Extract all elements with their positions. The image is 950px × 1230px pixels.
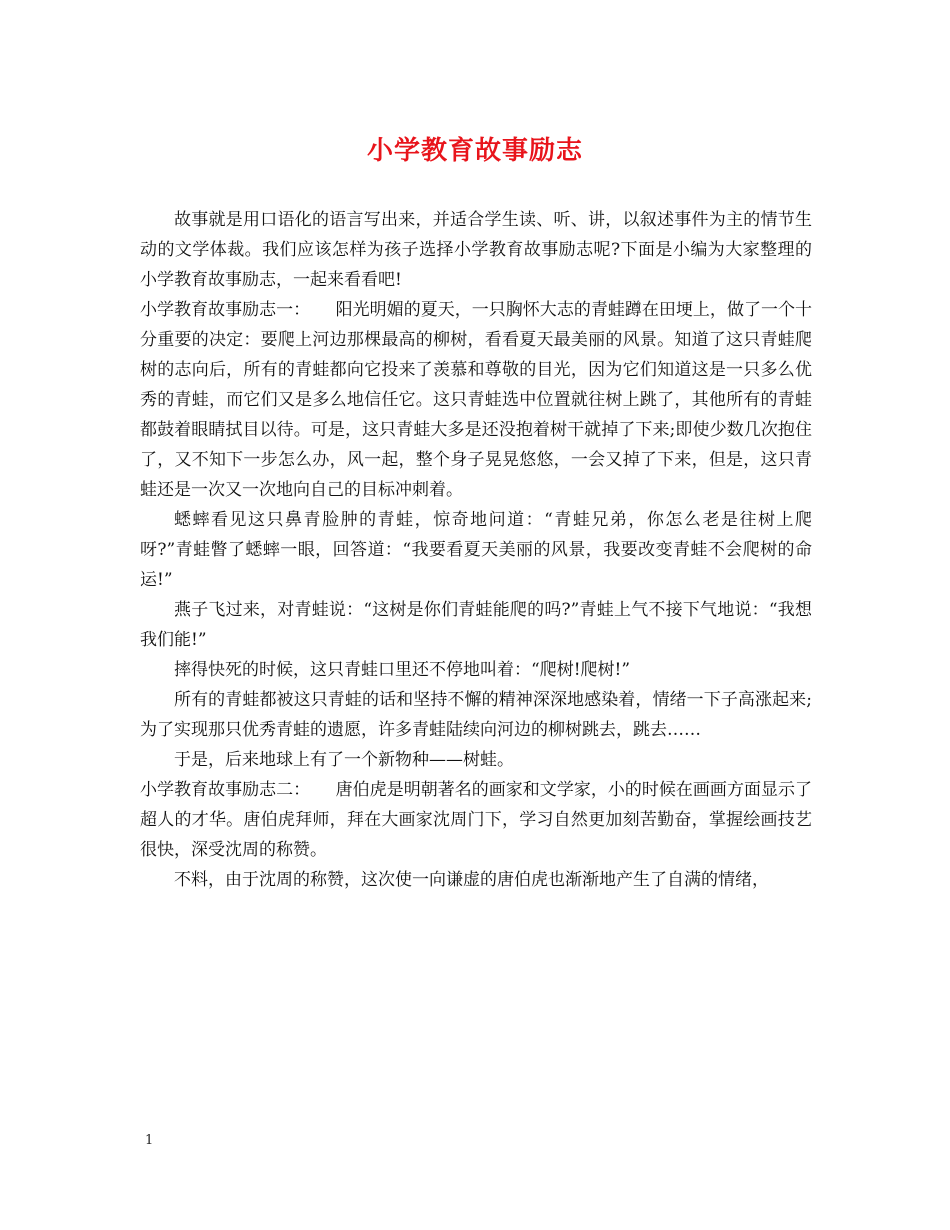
document-title: 小学教育故事励志: [366, 136, 583, 166]
paragraph-intro: 故事就是用口语化的语言写出来，并适合学生读、听、讲，以叙述事件为主的情节生 动的文学体裁。我们应该怎样为孩子选择小学教育故事励志呢?下面是小编为大家整理的小学教育故事励志，一起来看看吧!: [140, 210, 812, 290]
document-body: [140, 205, 812, 895]
paragraph-falling: 摔得快死的时候，这只青蛙口里还不停地叫着：“爬树!爬树!”: [174, 660, 631, 680]
paragraph-story-two: 小学教育故事励志二： 唐伯虎是明朝著名的画家和文学家，小的时候在画画方面显示了超人的才华。唐伯虎拜师，拜在大画家沈周门下，学习自然更加刻苦勤奋，掌握绘画技艺很快，深受沈周的称赞。: [140, 780, 812, 860]
paragraph-tree-frog: 于是，后来地球上有了一个新物种——树蛙。: [174, 750, 514, 770]
page-number: 1: [145, 1133, 154, 1148]
paragraph-inspired: 所有的青蛙都被这只青蛙的话和坚持不懈的精神深深地感染着，情绪一下子高涨起来;为了实现那只优秀青蛙的遗愿，许多青蛙陆续向河边的柳树跳去，跳去……: [140, 690, 812, 740]
paragraph-story-one: 小学教育故事励志一： 阳光明媚的夏天，一只胸怀大志的青蛙蹲在田埂上，做了一个十分重要的决定：要爬上河边那棵最高的柳树，看看夏天最美丽的风景。知道了这只青蛙爬树的志向后，所有的青蛙都向它投来了羡慕和尊敬的目光，因为它们知道这是一只多么优秀的青蛙，而它们又是多么地信任它。这只青蛙选中位置就往树上跳了，其他所有的青蛙都鼓着眼睛拭目以待。可是，这只青蛙大多是还没抱着树干就掉了下来;即使少数几次抱住了，又不知下一步怎么办，风一起，整个身子晃晃悠悠，一会又掉了下来，但是，这只青蛙还是一次又一次地向自己的目标冲刺着。: [140, 300, 812, 500]
paragraph-complacent: 不料，由于沈周的称赞，这次使一向谦虚的唐伯虎也渐渐地产生了自满的情绪，: [174, 870, 769, 890]
paragraph-swallow: 燕子飞过来，对青蛙说：“这树是你们青蛙能爬的吗?”青蛙上气不接下气地说：“我想我们能!”: [140, 600, 812, 650]
paragraph-cricket: 蟋蟀看见这只鼻青脸肿的青蛙，惊奇地问道：“青蛙兄弟，你怎么老是往树上爬呀?”青蛙瞥了蟋蟀一眼，回答道：“我要看夏天美丽的风景，我要改变青蛙不会爬树的命运!”: [140, 510, 812, 590]
